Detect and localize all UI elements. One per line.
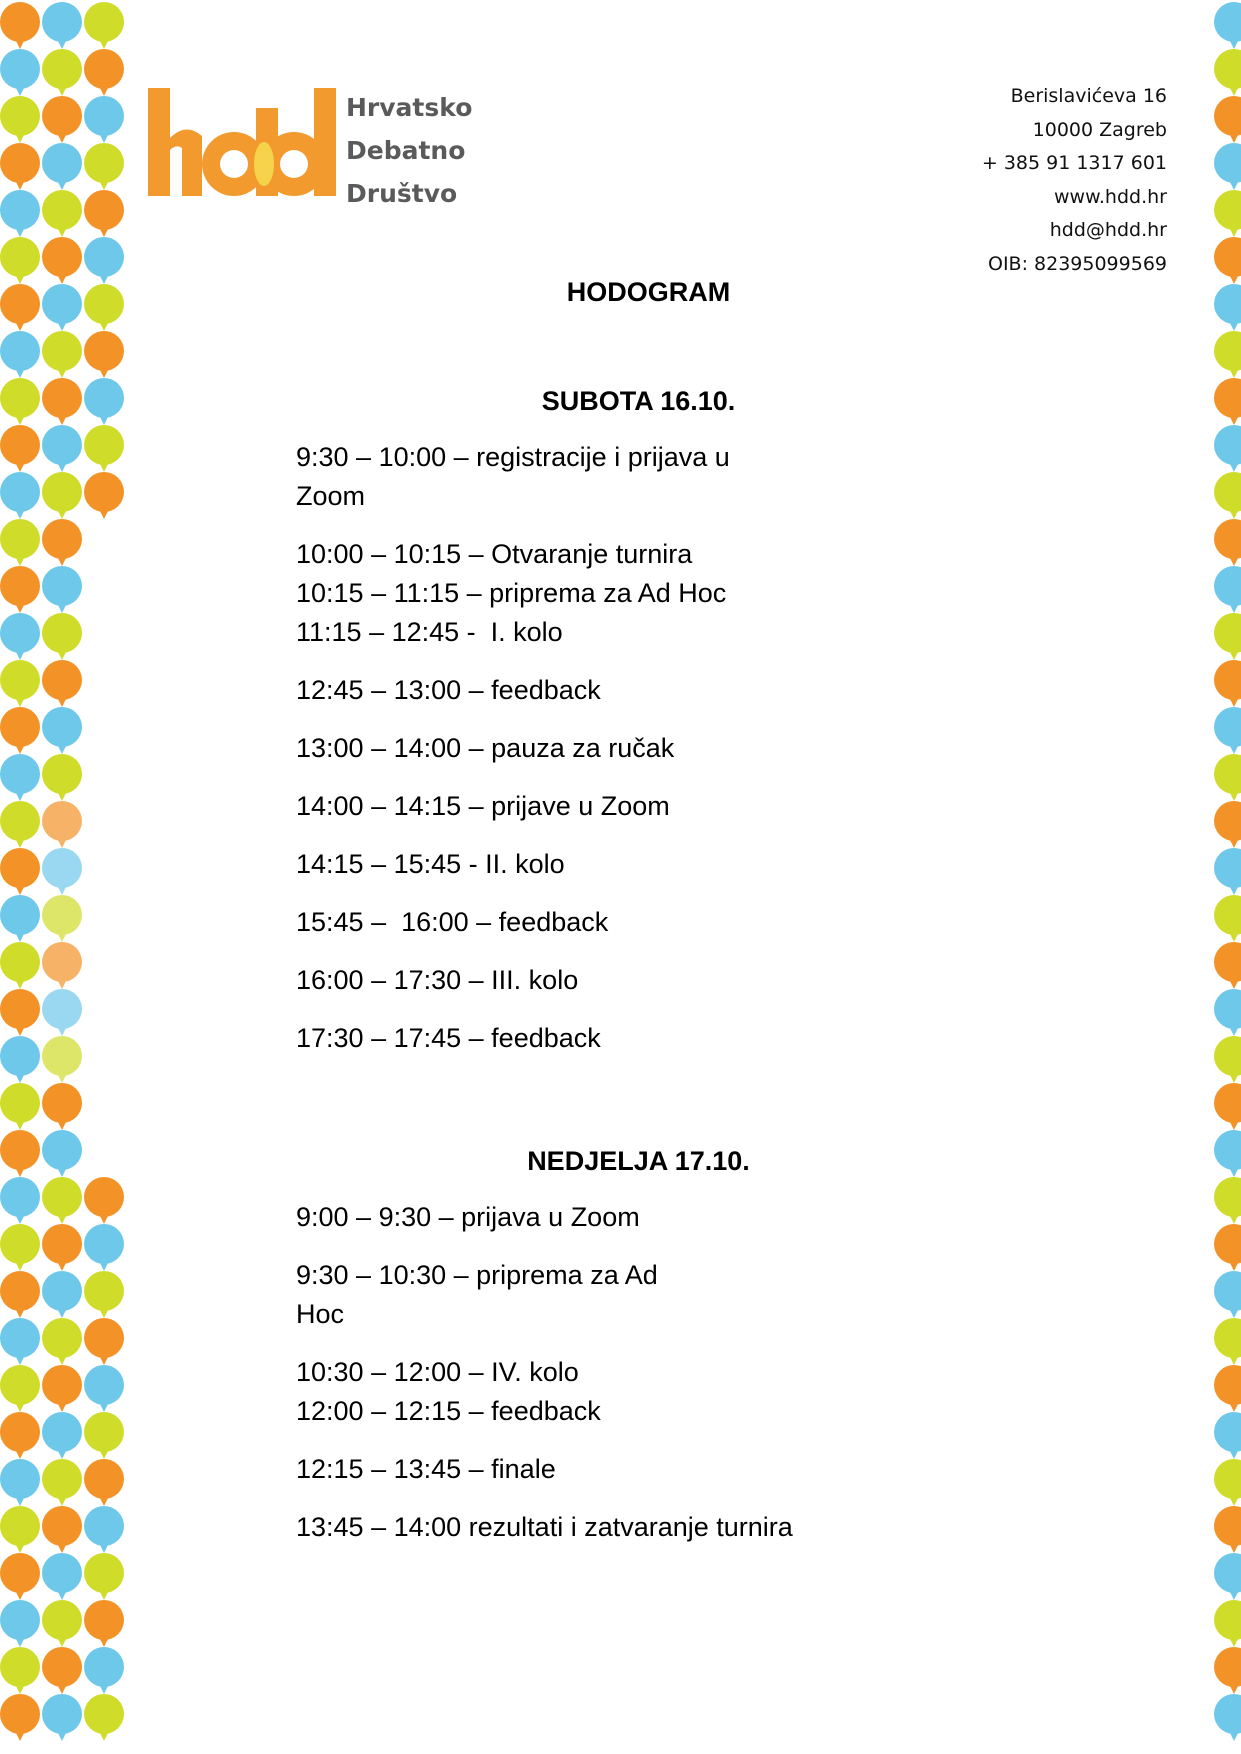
balloon-decoration <box>42 707 82 754</box>
balloon-decoration <box>84 96 124 143</box>
right-balloon-border <box>1210 0 1241 1754</box>
balloon-decoration <box>84 143 124 190</box>
balloon-decoration <box>0 190 40 237</box>
balloon-decoration <box>0 1177 40 1224</box>
balloon-decoration <box>1214 143 1241 190</box>
balloon-decoration <box>42 754 82 801</box>
schedule-line: 9:30 – 10:00 – registracije i prijava u <box>296 442 730 472</box>
balloon-decoration <box>1214 613 1241 660</box>
balloon-decoration <box>1214 660 1241 707</box>
balloon-decoration <box>42 1318 82 1365</box>
balloon-decoration <box>42 660 82 707</box>
balloon-decoration <box>0 1553 40 1600</box>
balloon-decoration <box>0 1694 40 1741</box>
balloon-decoration <box>1214 801 1241 848</box>
balloon-decoration <box>84 331 124 378</box>
balloon-decoration <box>0 1412 40 1459</box>
balloon-decoration <box>84 1694 124 1741</box>
balloon-decoration <box>42 1647 82 1694</box>
balloon-decoration <box>84 1506 124 1553</box>
balloon-decoration <box>0 1224 40 1271</box>
balloon-decoration <box>1214 942 1241 989</box>
balloon-decoration <box>84 190 124 237</box>
contact-city: 10000 Zagreb <box>1032 118 1167 141</box>
schedule-line: 10:30 – 12:00 – IV. kolo <box>296 1357 579 1387</box>
balloon-decoration <box>0 519 40 566</box>
balloon-decoration <box>1214 754 1241 801</box>
balloon-decoration <box>0 1083 40 1130</box>
balloon-decoration <box>0 1506 40 1553</box>
balloon-decoration <box>0 143 40 190</box>
balloon-decoration <box>0 801 40 848</box>
balloon-decoration <box>42 801 82 848</box>
balloon-decoration <box>42 190 82 237</box>
schedule-line: 10:00 – 10:15 – Otvaranje turnira <box>296 539 693 569</box>
balloon-decoration <box>1214 566 1241 613</box>
balloon-decoration <box>1214 1083 1241 1130</box>
balloon-decoration <box>1214 1271 1241 1318</box>
balloon-decoration <box>0 942 40 989</box>
contact-block <box>982 80 1167 281</box>
balloon-decoration <box>1214 425 1241 472</box>
balloon-decoration <box>1214 1506 1241 1553</box>
balloon-decoration <box>42 566 82 613</box>
left-balloon-border <box>0 0 140 1754</box>
balloon-decoration <box>42 895 82 942</box>
schedule-line: 13:45 – 14:00 rezultati i zatvaranje turnira <box>296 1512 793 1542</box>
balloon-decoration <box>84 1412 124 1459</box>
balloon-decoration <box>84 1459 124 1506</box>
balloon-decoration <box>42 1600 82 1647</box>
schedule-line: 12:00 – 12:15 – feedback <box>296 1396 601 1426</box>
balloon-decoration <box>42 1694 82 1741</box>
balloon-decoration <box>0 1459 40 1506</box>
balloon-decoration <box>1214 1647 1241 1694</box>
balloon-decoration <box>84 1177 124 1224</box>
balloon-decoration <box>84 1318 124 1365</box>
balloon-decoration <box>42 1271 82 1318</box>
balloon-decoration <box>0 472 40 519</box>
schedule-line: 16:00 – 17:30 – III. kolo <box>296 965 579 995</box>
schedule-line: Zoom <box>296 481 366 511</box>
balloon-decoration <box>84 2 124 49</box>
schedule-line: 12:45 – 13:00 – feedback <box>296 675 601 705</box>
contact-email: hdd@hdd.hr <box>1049 219 1167 241</box>
balloon-decoration <box>1214 1694 1241 1741</box>
balloon-decoration <box>0 660 40 707</box>
balloon-decoration <box>1214 519 1241 566</box>
schedule-line: 15:45 – 16:00 – feedback <box>296 907 609 937</box>
balloon-decoration <box>0 848 40 895</box>
balloon-decoration <box>0 707 40 754</box>
balloon-decoration <box>42 472 82 519</box>
balloon-decoration <box>0 49 40 96</box>
schedule-line: 14:15 – 15:45 - II. kolo <box>296 849 565 879</box>
balloon-decoration <box>42 848 82 895</box>
balloon-decoration <box>0 1600 40 1647</box>
balloon-decoration <box>84 425 124 472</box>
balloon-decoration <box>84 1647 124 1694</box>
balloon-decoration <box>1214 2 1241 49</box>
balloon-decoration <box>42 989 82 1036</box>
balloon-decoration <box>84 1271 124 1318</box>
balloon-decoration <box>42 331 82 378</box>
schedule-line: 17:30 – 17:45 – feedback <box>296 1023 601 1053</box>
hdd-logo-mark <box>146 86 336 206</box>
contact-website: www.hdd.hr <box>1054 185 1167 208</box>
page-title: HODOGRAM <box>566 277 731 307</box>
balloon-decoration <box>42 1506 82 1553</box>
balloon-decoration <box>0 1365 40 1412</box>
balloon-decoration <box>0 1647 40 1694</box>
balloon-decoration <box>0 2 40 49</box>
balloon-decoration <box>1214 472 1241 519</box>
balloon-decoration <box>0 1318 40 1365</box>
balloon-decoration <box>0 895 40 942</box>
schedule-line: 9:00 – 9:30 – prijava u Zoom <box>296 1202 640 1232</box>
balloon-decoration <box>0 1036 40 1083</box>
balloon-decoration <box>1214 1177 1241 1224</box>
balloon-decoration <box>42 519 82 566</box>
hdd-logo <box>146 86 486 216</box>
balloon-decoration <box>0 989 40 1036</box>
logo-name-line-1: Hrvatsko <box>346 93 473 122</box>
balloon-decoration <box>84 1553 124 1600</box>
logo-name-line-3: Društvo <box>346 179 458 208</box>
balloon-decoration <box>1214 848 1241 895</box>
balloon-decoration <box>1214 1459 1241 1506</box>
logo-name-line-2: Debatno <box>346 136 466 165</box>
schedule-line: 11:15 – 12:45 - I. kolo <box>296 617 563 647</box>
balloon-decoration <box>42 143 82 190</box>
balloon-decoration <box>42 425 82 472</box>
balloon-decoration <box>42 2 82 49</box>
balloon-decoration <box>42 1459 82 1506</box>
balloon-decoration <box>1214 1365 1241 1412</box>
balloon-decoration <box>42 1083 82 1130</box>
day-heading-saturday: SUBOTA 16.10. <box>541 386 736 416</box>
balloon-decoration <box>1214 331 1241 378</box>
balloon-decoration <box>0 754 40 801</box>
balloon-decoration <box>1214 707 1241 754</box>
logo-wordmark <box>346 86 472 215</box>
balloon-decoration <box>0 96 40 143</box>
balloon-decoration <box>1214 49 1241 96</box>
schedule-line: 13:00 – 14:00 – pauza za ručak <box>296 733 675 763</box>
balloon-decoration <box>1214 1318 1241 1365</box>
balloon-decoration <box>0 613 40 660</box>
balloon-decoration <box>1214 1412 1241 1459</box>
balloon-decoration <box>1214 895 1241 942</box>
day-heading-sunday: NEDJELJA 17.10. <box>527 1146 750 1176</box>
balloon-decoration <box>42 1365 82 1412</box>
balloon-decoration <box>42 613 82 660</box>
contact-phone: + 385 91 1317 601 <box>981 152 1167 174</box>
balloon-decoration <box>1214 190 1241 237</box>
balloon-decoration <box>1214 989 1241 1036</box>
schedule-line: 12:15 – 13:45 – finale <box>296 1454 556 1484</box>
balloon-decoration <box>42 49 82 96</box>
balloon-decoration <box>42 1177 82 1224</box>
balloon-decoration <box>42 1412 82 1459</box>
balloon-decoration <box>84 1224 124 1271</box>
balloon-decoration <box>84 1365 124 1412</box>
schedule-line: 9:30 – 10:30 – priprema za Ad <box>296 1260 658 1290</box>
balloon-decoration <box>84 49 124 96</box>
balloon-decoration <box>0 1271 40 1318</box>
contact-address: Berislavićeva 16 <box>1010 85 1167 107</box>
balloon-decoration <box>0 331 40 378</box>
contact-oib: OIB: 82395099569 <box>987 252 1167 275</box>
balloon-decoration <box>84 472 124 519</box>
balloon-decoration <box>42 1224 82 1271</box>
balloon-decoration <box>1214 1600 1241 1647</box>
balloon-decoration <box>1214 96 1241 143</box>
balloon-decoration <box>42 1036 82 1083</box>
balloon-decoration <box>42 1553 82 1600</box>
balloon-decoration <box>1214 1036 1241 1083</box>
schedule-line: Hoc <box>296 1299 345 1329</box>
balloon-decoration <box>42 942 82 989</box>
balloon-decoration <box>1214 1224 1241 1271</box>
schedule-line: 10:15 – 11:15 – priprema za Ad Hoc <box>296 578 727 608</box>
balloon-decoration <box>84 1600 124 1647</box>
balloon-decoration <box>0 425 40 472</box>
schedule-line: 14:00 – 14:15 – prijave u Zoom <box>296 791 670 821</box>
balloon-decoration <box>42 96 82 143</box>
balloon-decoration <box>1214 1553 1241 1600</box>
balloon-decoration <box>0 566 40 613</box>
